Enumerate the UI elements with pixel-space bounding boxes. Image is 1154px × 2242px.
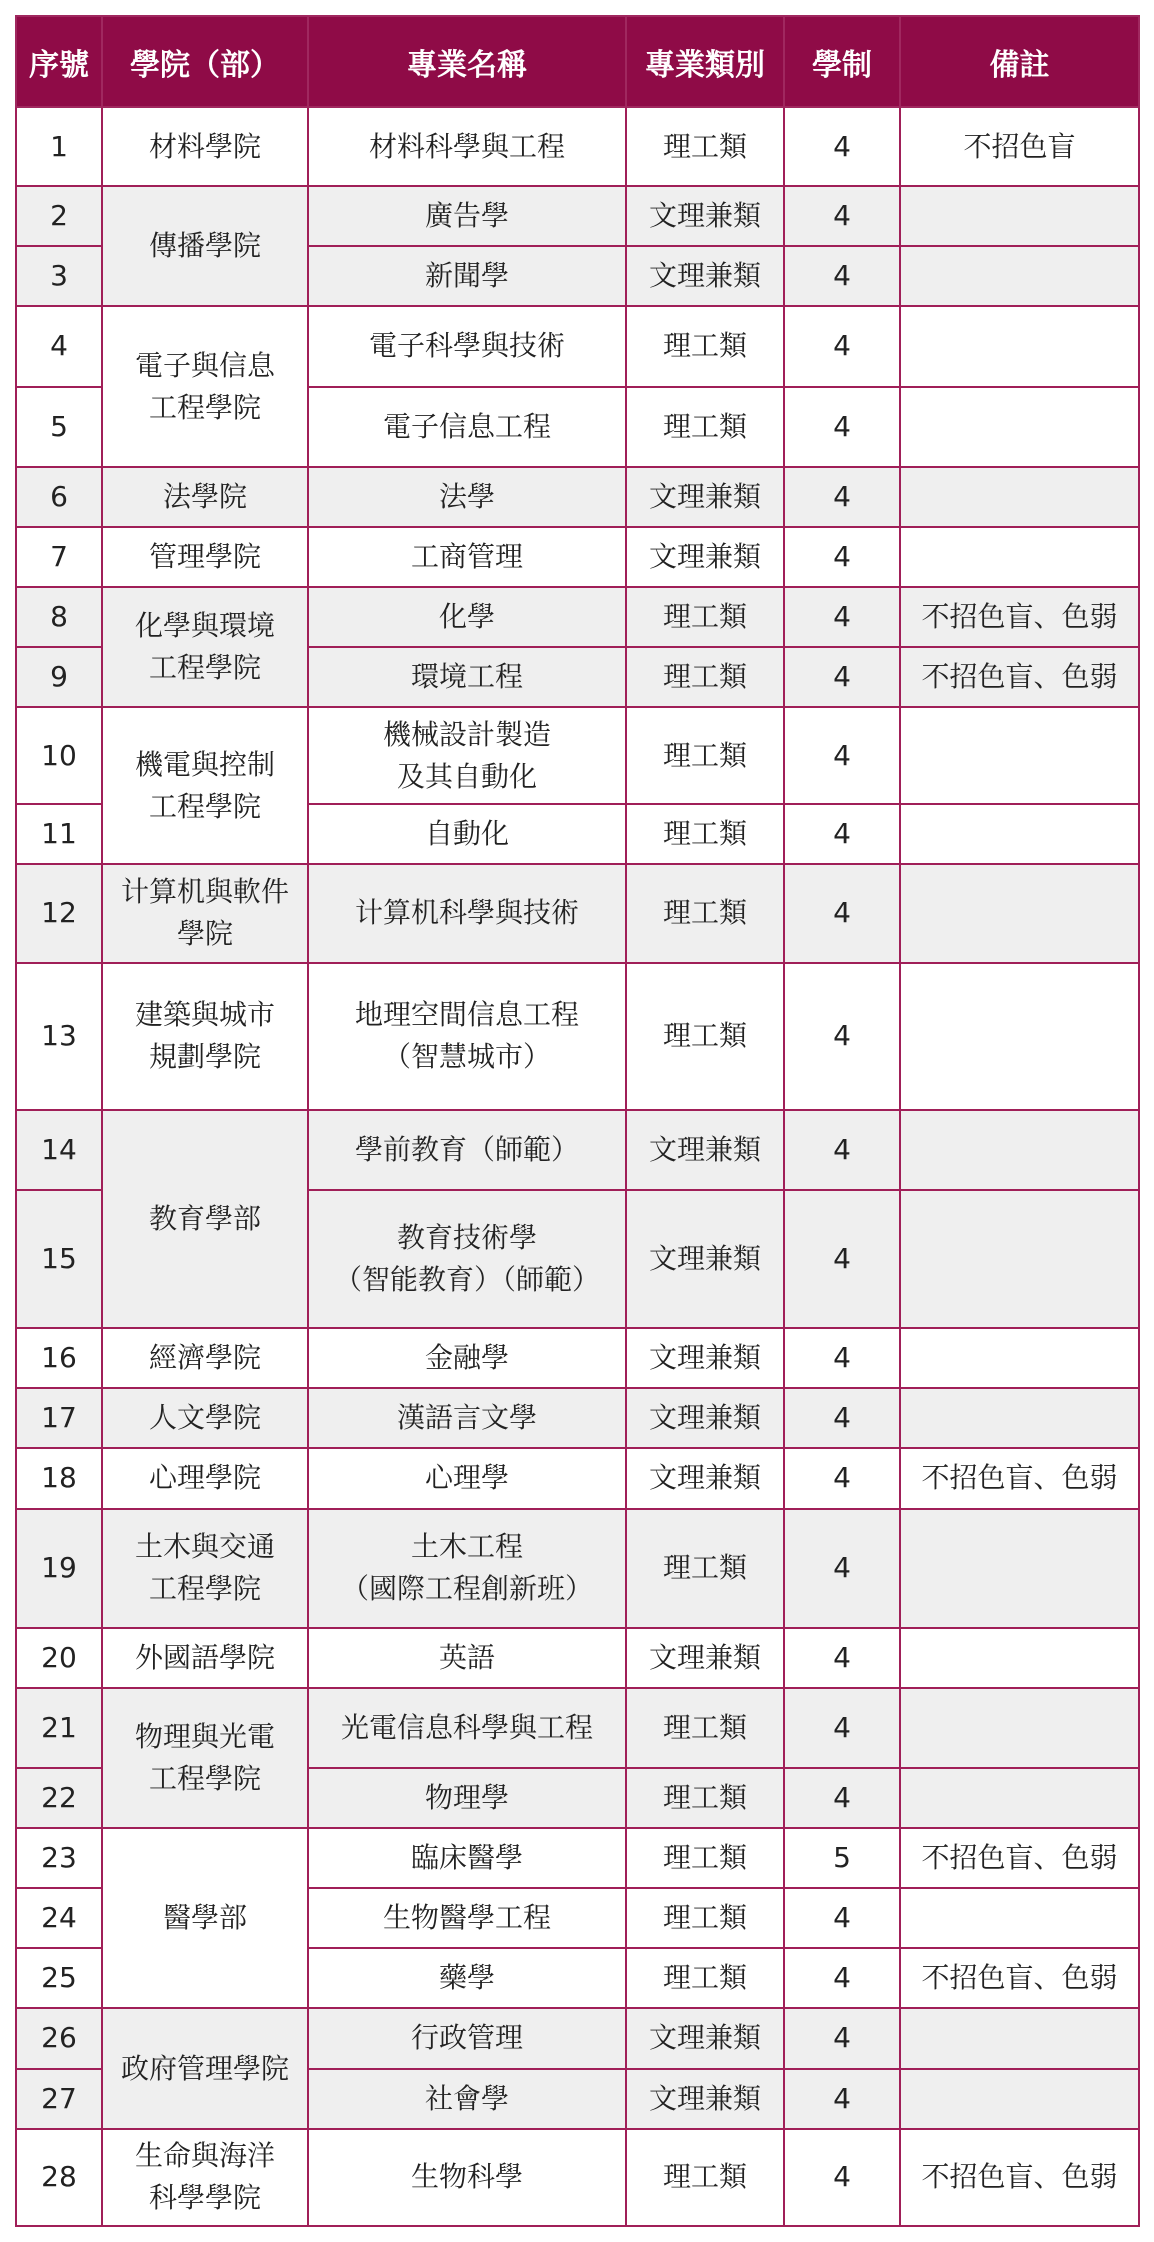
table-row: [16, 963, 1139, 1110]
major-line: 地理空間信息工程: [354, 998, 579, 1032]
category-cell: 文理兼類: [626, 467, 784, 527]
college-cell: 外國語學院: [102, 1628, 308, 1688]
table-row: [16, 107, 1139, 186]
major-line: 工商管理: [410, 539, 523, 573]
category-cell: 理工類: [626, 1768, 784, 1828]
major-cell: [308, 1948, 626, 2008]
major-cell: [308, 587, 626, 647]
note-cell: [900, 804, 1139, 864]
years-cell: 4: [784, 1688, 900, 1768]
college-cell: 管理學院: [102, 527, 308, 587]
years-cell: 4: [784, 527, 900, 587]
college-cell: [102, 2129, 308, 2226]
major-cell: [308, 647, 626, 707]
row-number: 24: [16, 1888, 102, 1948]
major-line: 行政管理: [410, 2021, 523, 2055]
header-years: 學制: [784, 16, 900, 107]
note-cell: [900, 1688, 1139, 1768]
major-line: 臨床醫學: [410, 1841, 523, 1875]
category-cell: 理工類: [626, 647, 784, 707]
note-cell: [900, 1888, 1139, 1948]
years-cell: 4: [784, 1448, 900, 1508]
major-line: 化學: [438, 599, 495, 633]
note-cell: [900, 864, 1139, 962]
college-cell: 經濟學院: [102, 1328, 308, 1388]
category-cell: 理工類: [626, 306, 784, 386]
major-cell: [308, 1628, 626, 1688]
college-cell: [102, 864, 308, 962]
major-cell: [308, 707, 626, 804]
years-cell: 4: [784, 1948, 900, 2008]
major-cell: [308, 186, 626, 246]
category-cell: 文理兼類: [626, 527, 784, 587]
category-cell: 文理兼類: [626, 2008, 784, 2068]
major-cell: [308, 1768, 626, 1828]
college-line: 计算机與軟件: [120, 875, 289, 909]
category-cell: 文理兼類: [626, 1190, 784, 1328]
majors-table: [15, 15, 1140, 2227]
major-line: 新聞學: [424, 259, 509, 293]
college-cell: [102, 306, 308, 466]
row-number: 23: [16, 1828, 102, 1888]
major-cell: [308, 1388, 626, 1448]
note-cell: [900, 527, 1139, 587]
row-number: 3: [16, 246, 102, 306]
college-line: 生命與海洋: [134, 2139, 275, 2173]
row-number: 8: [16, 587, 102, 647]
major-line: 漢語言文學: [396, 1401, 537, 1435]
table-row: [16, 1448, 1139, 1508]
years-cell: 4: [784, 246, 900, 306]
major-line: 自動化: [424, 817, 509, 851]
years-cell: 4: [784, 306, 900, 386]
note-cell: [900, 2069, 1139, 2129]
major-cell: [308, 864, 626, 962]
table-row: [16, 306, 1139, 386]
category-cell: 文理兼類: [626, 186, 784, 246]
category-cell: 文理兼類: [626, 1448, 784, 1508]
major-line: 廣告學: [424, 199, 509, 233]
college-cell: 教育學部: [102, 1110, 308, 1328]
college-line: 土木與交通: [134, 1530, 275, 1564]
table-row: [16, 1828, 1139, 1888]
note-cell: 不招色盲、色弱: [900, 1448, 1139, 1508]
college-cell: [102, 1509, 308, 1628]
major-line: 心理學: [424, 1461, 509, 1495]
college-line: 化學與環境: [134, 608, 275, 642]
note-cell: [900, 2008, 1139, 2068]
years-cell: 4: [784, 1768, 900, 1828]
years-cell: 4: [784, 1628, 900, 1688]
major-line: 生物醫學工程: [382, 1901, 551, 1935]
major-cell: [308, 1509, 626, 1628]
major-line: 金融學: [424, 1341, 509, 1375]
years-cell: 4: [784, 707, 900, 804]
row-number: 26: [16, 2008, 102, 2068]
category-cell: 文理兼類: [626, 1110, 784, 1190]
category-cell: 理工類: [626, 2129, 784, 2226]
header-major: 專業名稱: [308, 16, 626, 107]
college-line: 學院: [176, 917, 233, 951]
college-line: 工程學院: [148, 1572, 261, 1606]
major-cell: [308, 804, 626, 864]
years-cell: 4: [784, 467, 900, 527]
major-cell: [308, 387, 626, 467]
row-number: 1: [16, 107, 102, 186]
note-cell: [900, 306, 1139, 386]
years-cell: 4: [784, 1509, 900, 1628]
college-cell: [102, 587, 308, 707]
header-number: 序號: [16, 16, 102, 107]
major-cell: [308, 1328, 626, 1388]
college-line: 機電與控制: [134, 747, 275, 781]
years-cell: 4: [784, 1110, 900, 1190]
row-number: 16: [16, 1328, 102, 1388]
category-cell: 理工類: [626, 864, 784, 962]
major-cell: [308, 107, 626, 186]
college-line: 物理與光電: [134, 1719, 275, 1753]
major-line: 生物科學: [410, 2160, 523, 2194]
row-number: 15: [16, 1190, 102, 1328]
major-line: 土木工程: [410, 1530, 523, 1564]
row-number: 25: [16, 1948, 102, 2008]
years-cell: 4: [784, 963, 900, 1110]
note-cell: [900, 467, 1139, 527]
table-row: [16, 707, 1139, 804]
years-cell: 4: [784, 647, 900, 707]
row-number: 17: [16, 1388, 102, 1448]
major-cell: [308, 2129, 626, 2226]
category-cell: 理工類: [626, 1509, 784, 1628]
row-number: 12: [16, 864, 102, 962]
category-cell: 理工類: [626, 1688, 784, 1768]
row-number: 22: [16, 1768, 102, 1828]
header-college: 學院（部）: [102, 16, 308, 107]
years-cell: 4: [784, 587, 900, 647]
note-cell: [900, 387, 1139, 467]
row-number: 9: [16, 647, 102, 707]
major-line: 及其自動化: [396, 759, 537, 793]
table-row: [16, 1628, 1139, 1688]
major-line: 物理學: [424, 1781, 509, 1815]
note-cell: [900, 1190, 1139, 1328]
years-cell: 4: [784, 2008, 900, 2068]
major-line: 環境工程: [410, 660, 523, 694]
header-category: 專業類別: [626, 16, 784, 107]
major-cell: [308, 1110, 626, 1190]
note-cell: [900, 186, 1139, 246]
table-row: [16, 864, 1139, 962]
row-number: 27: [16, 2069, 102, 2129]
category-cell: 理工類: [626, 707, 784, 804]
note-cell: [900, 1110, 1139, 1190]
years-cell: 4: [784, 1888, 900, 1948]
category-cell: 理工類: [626, 1948, 784, 2008]
category-cell: 理工類: [626, 587, 784, 647]
note-cell: [900, 1628, 1139, 1688]
major-line: 藥學: [438, 1961, 495, 1995]
row-number: 21: [16, 1688, 102, 1768]
college-cell: [102, 963, 308, 1110]
category-cell: 理工類: [626, 1828, 784, 1888]
row-number: 13: [16, 963, 102, 1110]
major-line: 機械設計製造: [382, 717, 551, 751]
major-cell: [308, 1888, 626, 1948]
major-line: 英語: [438, 1640, 495, 1674]
note-cell: [900, 1768, 1139, 1828]
row-number: 6: [16, 467, 102, 527]
college-line: 工程學院: [148, 1761, 261, 1795]
table-row: [16, 186, 1139, 246]
major-cell: [308, 2008, 626, 2068]
major-line: 材料科學與工程: [368, 129, 565, 163]
major-line: 计算机科學與技術: [354, 896, 579, 930]
row-number: 20: [16, 1628, 102, 1688]
years-cell: 4: [784, 1388, 900, 1448]
table-row: [16, 2129, 1139, 2226]
years-cell: 4: [784, 107, 900, 186]
note-cell: 不招色盲、色弱: [900, 587, 1139, 647]
years-cell: 4: [784, 1328, 900, 1388]
category-cell: 理工類: [626, 107, 784, 186]
college-cell: [102, 1688, 308, 1828]
major-line: 電子科學與技術: [368, 329, 565, 363]
college-line: 科學學院: [148, 2181, 261, 2215]
row-number: 28: [16, 2129, 102, 2226]
note-cell: 不招色盲、色弱: [900, 1948, 1139, 2008]
major-line: 學前教育（師範）: [354, 1132, 579, 1166]
major-cell: [308, 963, 626, 1110]
note-cell: 不招色盲: [900, 107, 1139, 186]
major-line: 社會學: [424, 2081, 509, 2115]
note-cell: [900, 963, 1139, 1110]
category-cell: 理工類: [626, 963, 784, 1110]
category-cell: 文理兼類: [626, 1628, 784, 1688]
major-line: 光電信息科學與工程: [340, 1710, 593, 1744]
major-line: 教育技術學: [396, 1221, 537, 1255]
years-cell: 4: [784, 2129, 900, 2226]
table-row: [16, 2008, 1139, 2068]
major-line: （智能教育）（師範）: [333, 1263, 600, 1297]
college-line: 電子與信息: [134, 348, 275, 382]
note-cell: [900, 1328, 1139, 1388]
table-row: [16, 527, 1139, 587]
note-cell: [900, 1509, 1139, 1628]
note-cell: 不招色盲、色弱: [900, 2129, 1139, 2226]
category-cell: 文理兼類: [626, 1328, 784, 1388]
category-cell: 理工類: [626, 804, 784, 864]
row-number: 11: [16, 804, 102, 864]
major-line: 電子信息工程: [382, 409, 551, 443]
row-number: 7: [16, 527, 102, 587]
college-line: 工程學院: [148, 650, 261, 684]
years-cell: 4: [784, 2069, 900, 2129]
major-cell: [308, 2069, 626, 2129]
college-cell: 醫學部: [102, 1828, 308, 2008]
category-cell: 理工類: [626, 387, 784, 467]
row-number: 4: [16, 306, 102, 386]
table-row: [16, 1328, 1139, 1388]
row-number: 5: [16, 387, 102, 467]
college-line: 工程學院: [148, 390, 261, 424]
row-number: 18: [16, 1448, 102, 1508]
college-cell: 人文學院: [102, 1388, 308, 1448]
college-cell: 材料學院: [102, 107, 308, 186]
table-row: [16, 587, 1139, 647]
row-number: 14: [16, 1110, 102, 1190]
major-line: （智慧城市）: [382, 1040, 551, 1074]
note-cell: 不招色盲、色弱: [900, 647, 1139, 707]
college-line: 規劃學院: [148, 1040, 261, 1074]
major-line: 法學: [438, 479, 495, 513]
years-cell: 4: [784, 186, 900, 246]
college-line: 工程學院: [148, 789, 261, 823]
row-number: 19: [16, 1509, 102, 1628]
years-cell: 4: [784, 864, 900, 962]
college-cell: [102, 707, 308, 864]
table-row: [16, 1110, 1139, 1190]
category-cell: 文理兼類: [626, 2069, 784, 2129]
college-cell: 傳播學院: [102, 186, 308, 306]
category-cell: 文理兼類: [626, 246, 784, 306]
category-cell: 理工類: [626, 1888, 784, 1948]
major-cell: [308, 1448, 626, 1508]
major-cell: [308, 306, 626, 386]
table-header-row: [16, 16, 1139, 107]
major-cell: [308, 1190, 626, 1328]
table-row: [16, 1509, 1139, 1628]
major-cell: [308, 1828, 626, 1888]
major-cell: [308, 1688, 626, 1768]
college-cell: 心理學院: [102, 1448, 308, 1508]
years-cell: 5: [784, 1828, 900, 1888]
college-cell: 法學院: [102, 467, 308, 527]
category-cell: 文理兼類: [626, 1388, 784, 1448]
row-number: 2: [16, 186, 102, 246]
note-cell: [900, 707, 1139, 804]
table-row: [16, 1388, 1139, 1448]
header-note: 備註: [900, 16, 1139, 107]
note-cell: [900, 1388, 1139, 1448]
years-cell: 4: [784, 387, 900, 467]
major-line: （國際工程創新班）: [340, 1572, 593, 1606]
table-row: [16, 1688, 1139, 1768]
note-cell: [900, 246, 1139, 306]
years-cell: 4: [784, 804, 900, 864]
major-cell: [308, 467, 626, 527]
major-cell: [308, 246, 626, 306]
college-line: 建築與城市: [134, 998, 275, 1032]
row-number: 10: [16, 707, 102, 804]
college-cell: 政府管理學院: [102, 2008, 308, 2128]
table-row: [16, 467, 1139, 527]
note-cell: 不招色盲、色弱: [900, 1828, 1139, 1888]
years-cell: 4: [784, 1190, 900, 1328]
major-cell: [308, 527, 626, 587]
